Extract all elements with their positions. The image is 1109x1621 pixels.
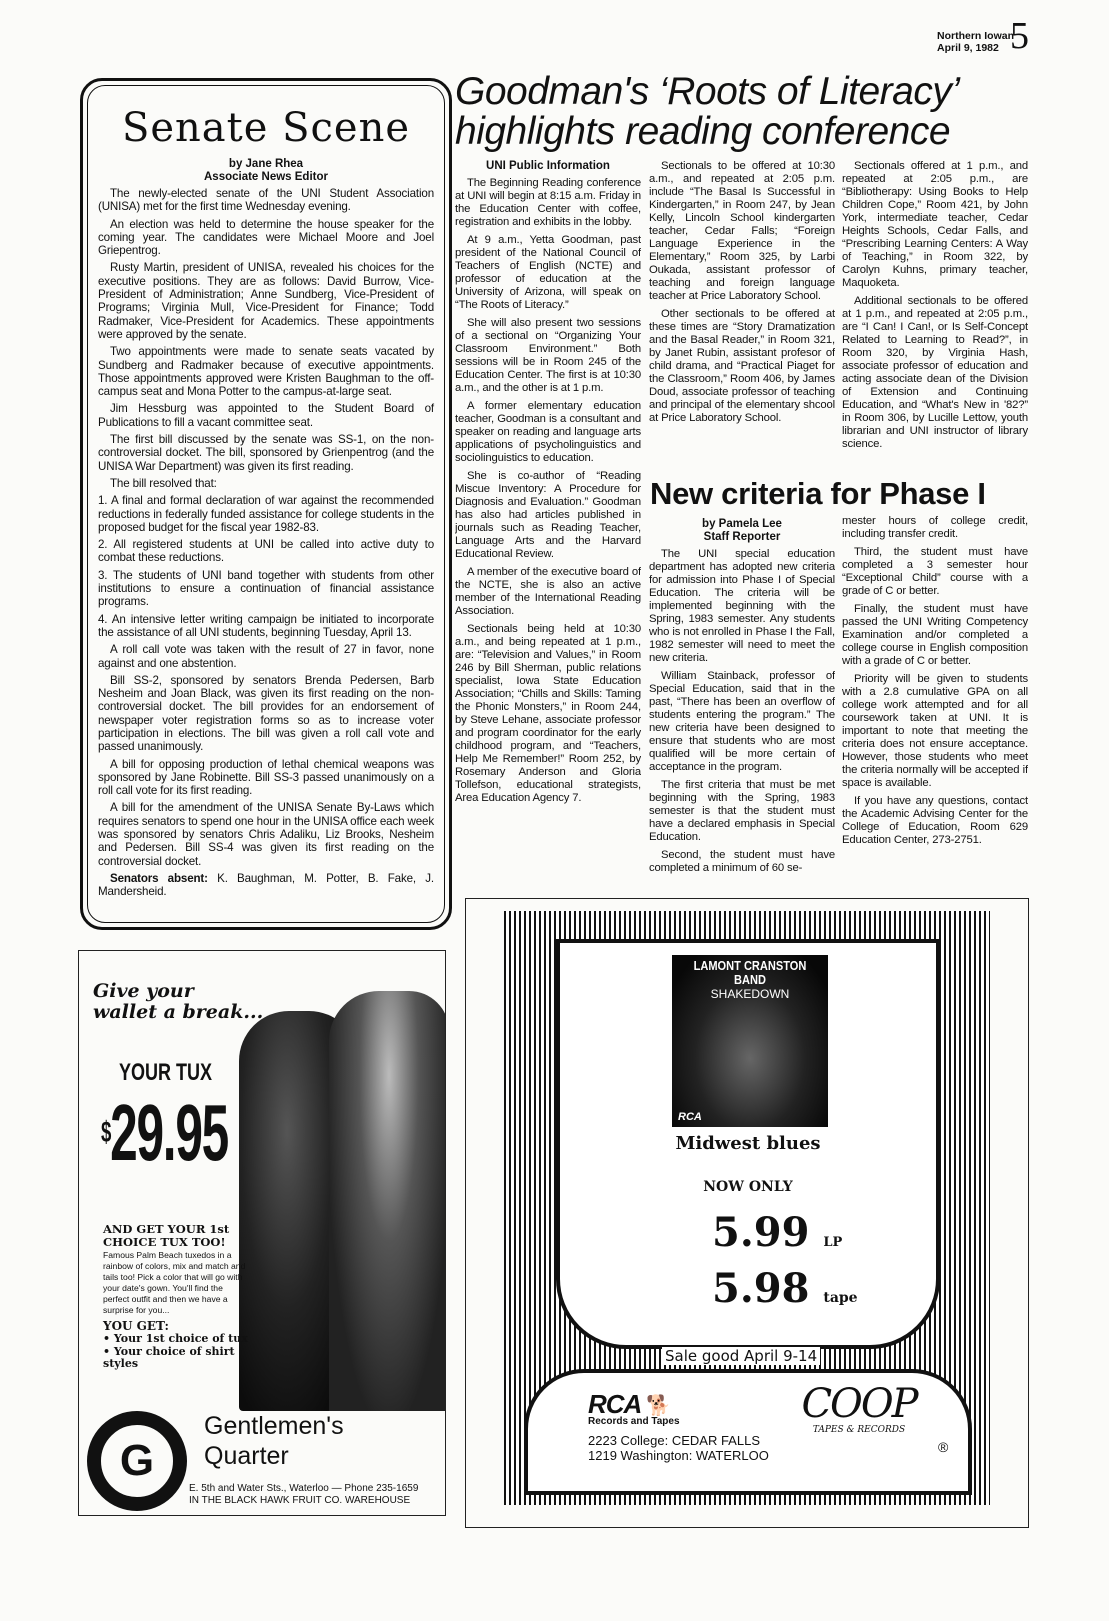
headline-line: highlights reading conference xyxy=(455,110,951,153)
tux-advertisement xyxy=(78,950,446,1516)
woman-gown-photo xyxy=(329,991,446,1411)
senators-absent xyxy=(98,872,434,899)
paragraph: William Stainback, professor of Special Education, said that in the past, “There has been an overflow of students entering the program.” The new criteria have been designed to ensure that students who are most qualified will be more certain of acceptance in the program. xyxy=(649,670,835,773)
lp-price: 5.99 xyxy=(712,1209,810,1256)
paragraph: She will also present two sessions of a sectional on “Organizing Your Classroom Environment.” Both sessions will be in Room 245 of the Education Center. The first is at 10:30 a.m., and the other is at 1 p.m. xyxy=(455,317,641,394)
paragraph: Jim Hessburg was appointed to the Student Board of Publications to fill a vacant committee seat. xyxy=(98,402,434,429)
tape-label: tape xyxy=(823,1290,858,1306)
paragraph: Finally, the student must have passed the UNI Writing Competency Examination and/or completed a college course in English composition with a grade of C or better. xyxy=(842,603,1028,667)
paragraph: 3. The students of UNI band together with students from other institutions to ensure a continuation of financial assistance programs. xyxy=(98,568,434,609)
store-location: 1219 Washington: WATERLOO xyxy=(588,1448,769,1463)
paragraph: She is co-author of “Reading Miscue Inventory: A Procedure for Diagnosis and Evaluation.” Goodman has also had articles published in journals such as Reading Teacher, Language Arts and the Harvard Educational Review. xyxy=(455,470,641,560)
paragraph: If you have any questions, contact the Academic Advising Center for the College of Education, Room 629 Education Center, 273-2751. xyxy=(842,795,1028,846)
store-location: 2223 College: CEDAR FALLS xyxy=(588,1433,760,1448)
byline-role: Associate News Editor xyxy=(204,171,328,183)
paragraph: An election was held to determine the house speaker for the coming year. The candidates were Michael Moore and Joel Griepentrog. xyxy=(98,217,434,258)
paragraph: 2. All registered students at UNI be called into active duty to combat these reductions. xyxy=(98,538,434,565)
paragraph: A bill for opposing production of lethal chemical weapons was sponsored by Jane Robinette. Bill SS-3 passed unanimously on a roll call vote for its first reading. xyxy=(98,757,434,798)
registered-mark: ® xyxy=(938,1439,949,1455)
absent-label: Senators absent: xyxy=(110,871,208,885)
coop-wordmark: COOP xyxy=(801,1381,917,1427)
artist-line: LAMONT CRANSTON xyxy=(693,958,807,973)
paragraph: The first bill discussed by the senate was SS-1, on the non-controversial docket. The bill, sponsored by Grienpentrog (and the UNISA War Department) was given its first reading. xyxy=(98,433,434,473)
nipper-dog-icon: 🐕 xyxy=(646,1395,671,1417)
headline-line: Goodman's ‘Roots of Literacy’ xyxy=(455,70,960,113)
paragraph: Priority will be given to students with a 2.8 cumulative GPA on all college work attempted and for all coursework taken at UNI. It is important to note that meeting the criteria does not ensure acceptance. However, those students who meet the criteria normally will be accepted if space is available. xyxy=(842,673,1028,789)
list-item: • Your choice of shirt styles xyxy=(103,1344,235,1370)
paragraph: Sectionals offered at 1 p.m., and repeated at 2:05 p.m., are “Bibliotherapy: Using Books to Help Children Cope,” Room 421, by John York, intermediate teacher, Cedar Heights Schools, Cedar Falls, and “Prescribing Learning Centers: A Way of Teaching,” in Room 322, by Carolyn Kuhns, primary teacher, Maquoketa. xyxy=(842,160,1028,289)
price: 29.95 xyxy=(110,1088,229,1177)
goodman-column-3 xyxy=(842,160,1028,470)
byline: UNI Public Information xyxy=(486,160,610,172)
your-tux-label: YOUR TUX xyxy=(119,1059,213,1086)
lp-price-row xyxy=(712,1209,842,1256)
bullet-text: Your choice of shirt styles xyxy=(103,1344,235,1370)
paragraph: The UNI special education department has adopted new criteria for admission into Phase I of Special Education. The criteria will be implemented beginning with the Spring, 1983 semester. Any students who is not enrolled in Phase I the Fall, 1982 semester will need to meet the new criteria. xyxy=(649,548,835,664)
goodman-column-1 xyxy=(455,160,641,885)
coop-logo xyxy=(784,1383,934,1435)
criteria-headline: New criteria for Phase I xyxy=(650,476,986,511)
album-title: SHAKEDOWN xyxy=(710,987,790,1001)
gq-logo xyxy=(87,1411,187,1511)
you-get-heading: YOU GET: xyxy=(103,1319,169,1333)
tagline-line: Give your xyxy=(93,980,194,1002)
paragraph: mester hours of college credit, including transfer credit. xyxy=(842,515,1028,540)
offer-body: Famous Palm Beach tuxedos in a rainbow of colors, mix and match and tails too! Pick a color that will go with your date's gown. You'll find the perfect outfit and then we have a surprise for you... xyxy=(103,1250,246,1315)
paragraph: Third, the student must have completed a 3 semester hour “Exceptional Child” course with a grade of C or better. xyxy=(842,546,1028,597)
records-tapes: Records and Tapes xyxy=(588,1416,680,1427)
artist-line: BAND xyxy=(734,972,766,987)
paragraph: The newly-elected senate of the UNI Student Association (UNISA) met for the first time Wednesday evening. xyxy=(98,187,434,214)
logo-letter: G xyxy=(119,1436,155,1485)
paragraph: Bill SS-2, sponsored by senators Brenda Pedersen, Barb Nesheim and Joan Black, was given its first reading on the non-controversial docket. The bill provides for an endorsement of newspaper voter registration forms so as to increase voter participation in elections. The bill was given a roll call vote and passed unanimously. xyxy=(98,673,434,754)
senate-scene-title: Senate Scene xyxy=(121,105,411,151)
store-locations xyxy=(588,1433,769,1463)
tape-price-row xyxy=(712,1265,858,1312)
paragraph: A roll call vote was taken with the result of 27 in favor, none against and one abstention. xyxy=(98,643,434,670)
paragraph: At 9 a.m., Yetta Goodman, past president of the National Council of Teachers of English (NCTE) and professor of education at the University of Arizona, will speak on “The Roots of Literacy.” xyxy=(455,234,641,311)
byline: by Jane Rhea xyxy=(228,158,304,170)
offer-block xyxy=(103,1223,248,1371)
rca-logo: RCA xyxy=(588,1389,642,1419)
paragraph: The bill resolved that: xyxy=(110,476,217,490)
store-address xyxy=(189,1483,418,1507)
bullet-text: Your 1st choice of tux xyxy=(113,1332,248,1345)
paragraph: Sectionals to be offered at 10:30 a.m., and repeated at 2:05 p.m. include “The Basal Is Successful in Kindergarten,” in Room 247, by Jean Kelly, Lincoln School kindergarten teacher, Cedar Falls; “Foreign Language Experience in the Elementary,” Room 325, by Larbi Oukada, assistant professor of teaching and foreign language teacher at Price Laboratory School. xyxy=(649,160,835,302)
paragraph: The Beginning Reading conference at UNI will begin at 8:15 a.m. Friday in the Education Center with coffee, registration and exhibits in the lobby. xyxy=(455,177,641,228)
tape-price: 5.98 xyxy=(712,1265,810,1312)
paragraph: 1. A final and formal declaration of war against the recommended reductions in federally funded assistance for college students in the proposed budget for the fiscal year 1982-83. xyxy=(98,494,434,534)
album-artist xyxy=(684,959,817,987)
senate-scene-box xyxy=(80,78,452,930)
paragraph: Rusty Martin, president of UNISA, revealed his choices for the executive positions. They are as follows: David Burrow, Vice-President of Administration; Anne Sundberg, Vice-President of Programs; Virginia Mull, Vice-President for Finance; Todd Radmaker, Vice-President for Academics. These appointments were approved by the senate. xyxy=(98,261,434,341)
offer-heading: AND GET YOUR 1st CHOICE TUX TOO! xyxy=(103,1222,230,1249)
goodman-headline xyxy=(455,72,1045,152)
coop-subtitle: TAPES & RECORDS xyxy=(812,1425,906,1435)
album-label: RCA xyxy=(678,1111,702,1123)
store-name-line: Gentlemen's xyxy=(204,1412,344,1440)
store-name-line: Quarter xyxy=(204,1442,289,1470)
address: E. 5th and Water Sts., Waterloo — Phone 235-1659 xyxy=(189,1483,419,1494)
tagline-line: wallet a break... xyxy=(93,1001,264,1023)
page-number: 5 xyxy=(1010,15,1029,57)
paragraph: Second, the student must have completed a minimum of 60 se- xyxy=(649,849,835,874)
paragraph: Other sectionals to be offered at these times are “Story Dramatization and the Basal Reader,” in Room 321, by Janet Rubin, assistant profesor of child drama, and “Practical Piaget for the Classroom,” Room 406, by James Doud, associate professor of teaching and principal of the elementary shcool at Price Laboratory School. xyxy=(649,308,835,424)
now-only: NOW ONLY xyxy=(703,1179,793,1195)
masthead xyxy=(937,30,1014,54)
store-name xyxy=(204,1411,344,1471)
issue-date: April 9, 1982 xyxy=(936,42,999,54)
paragraph: The first criteria that must be met beginning with the Spring, 1983 semester is that the student must have a declared emphasis in Special Education. xyxy=(649,779,835,843)
criteria-column-1 xyxy=(649,518,835,888)
ad-tagline xyxy=(93,981,263,1023)
lp-label: LP xyxy=(823,1235,843,1250)
byline-role: Staff Reporter xyxy=(703,531,781,543)
criteria-column-2 xyxy=(842,515,1028,885)
absent-names: K. Baughman, M. Potter, B. Fake, J. Mandersheid. xyxy=(98,871,434,899)
you-get-list xyxy=(103,1333,248,1371)
location: IN THE BLACK HAWK FRUIT CO. WAREHOUSE xyxy=(189,1495,411,1506)
paragraph: 4. An intensive letter writing campaign be initiated to incorporate the assistance of all UNI students, beginning Tuesday, April 13. xyxy=(98,612,434,639)
byline: by Pamela Lee xyxy=(702,518,782,530)
currency: $ xyxy=(101,1116,111,1149)
tux-price xyxy=(101,1088,229,1177)
sale-dates: Sale good April 9-14 xyxy=(662,1347,820,1365)
paragraph: Additional sectionals to be offered at 1 p.m., and repeated at 2:05 p.m., are “I Can! I Can!, or Is Self-Concept Related to Learning to Read?”, in Room 320, by Virginia Hash, associate professor of education and acting associate dean of the Division of Extension and Continuing Education, and “What's New in '82?” in Room 306, by Lucille Lettow, youth librarian and UNI instructor of library science. xyxy=(842,295,1028,450)
paragraph: A member of the executive board of the NCTE, she is also an active member of the International Reading Association. xyxy=(455,566,641,617)
paragraph: Two appointments were made to senate seats vacated by Sundberg and Radmaker because of executive appointments. Those appointments approved were Kristen Baughman to the off-campus seat and Mona Potter to the campus-at-large seat. xyxy=(98,345,434,399)
list-item: • Your 1st choice of tux xyxy=(103,1332,248,1345)
paragraph: A former elementary education teacher, Goodman is a consultant and speaker on reading and language arts applications of psycholinguistics and sociolinguistics to education. xyxy=(455,400,641,464)
paragraph: Sectionals being held at 10:30 a.m., and being repeated at 1 p.m., are: “Television and Values,” in Room 246 by Bill Sherman, public relations specialist, Iowa State Education Association; “Chills and Skills: Taming the Phonic Monsters,” in Room 244, by Steve Lehane, associate professor and program coordinator for the early childhood program, and “Teachers, Help Me Remember!” Room 252, by Rosemary Anderson and Gloria Tollefson, educational strategists, Area Education Agency 7. xyxy=(455,623,641,804)
goodman-column-2 xyxy=(649,160,835,470)
paper-name: Northern Iowan xyxy=(936,30,1014,42)
rca-advertisement xyxy=(465,898,1029,1528)
ad-title: Midwest blues xyxy=(675,1133,821,1154)
paragraph: A bill for the amendment of the UNISA Senate By-Laws which requires senators to spend one hour in the UNISA office each week was sponsored by senators Chris Adaliku, Liz Brooks, Nesheim and Pedersen. Bill SS-4 was given its first reading on the controversial docket. xyxy=(98,801,434,868)
album-cover xyxy=(672,955,828,1127)
